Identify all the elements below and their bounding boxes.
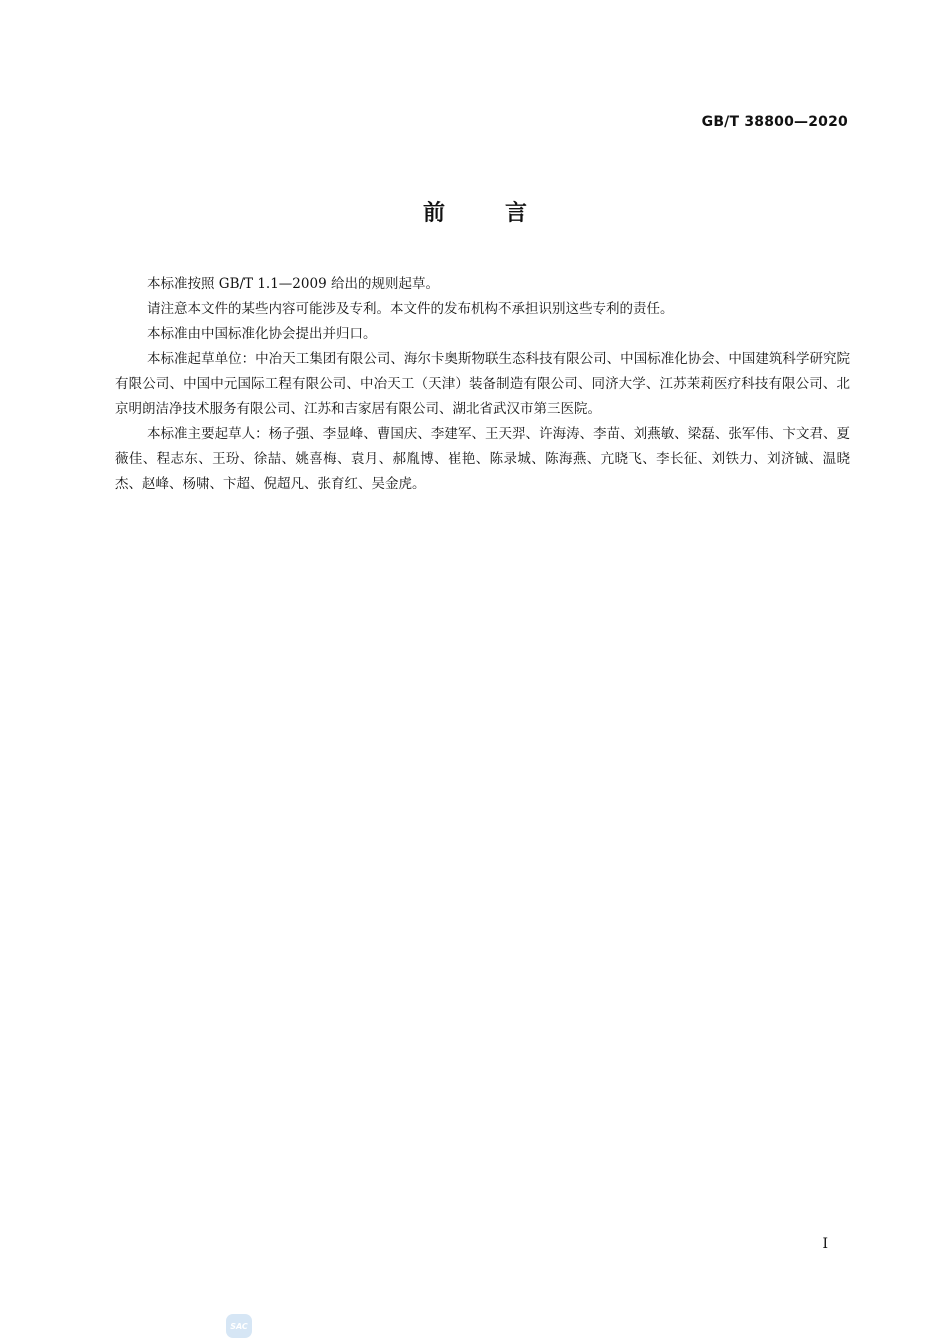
page-title: [0, 196, 950, 227]
paragraph-drafting-rules: 本标准按照 GB/T 1.1—2009 给出的规则起草。: [147, 276, 439, 292]
page-number: I: [822, 1236, 828, 1252]
title-char-2: 言: [505, 201, 528, 226]
standard-code: GB/T 38800—2020: [701, 114, 848, 130]
paragraph-patent-notice: 请注意本文件的某些内容可能涉及专利。本文件的发布机构不承担识别这些专利的责任。: [147, 301, 674, 317]
foreword-body: [115, 272, 850, 497]
paragraph-drafters: 本标准主要起草人：杨子强、李显峰、曹国庆、李建军、王天羿、许海涛、李苗、刘燕敏、梁磊、张军伟、卞文君、夏薇佳、程志东、王玢、徐喆、姚喜梅、袁月、郝胤博、崔艳、陈录城、陈海燕、亢晓飞、李长征、刘铁力、刘济铖、温晓杰、赵峰、杨啸、卞超、倪超凡、张育红、吴金虎。: [115, 426, 850, 492]
title-char-1: 前: [422, 201, 445, 226]
sac-logo-watermark: SAC: [226, 1314, 252, 1338]
paragraph-drafting-units: 本标准起草单位：中冶天工集团有限公司、海尔卡奥斯物联生态科技有限公司、中国标准化协会、中国建筑科学研究院有限公司、中国中元国际工程有限公司、中冶天工（天津）装备制造有限公司、同济大学、江苏茉莉医疗科技有限公司、北京明朗洁净技术服务有限公司、江苏和吉家居有限公司、湖北省武汉市第三医院。: [115, 351, 850, 417]
paragraph-proposer: 本标准由中国标准化协会提出并归口。: [147, 326, 377, 342]
